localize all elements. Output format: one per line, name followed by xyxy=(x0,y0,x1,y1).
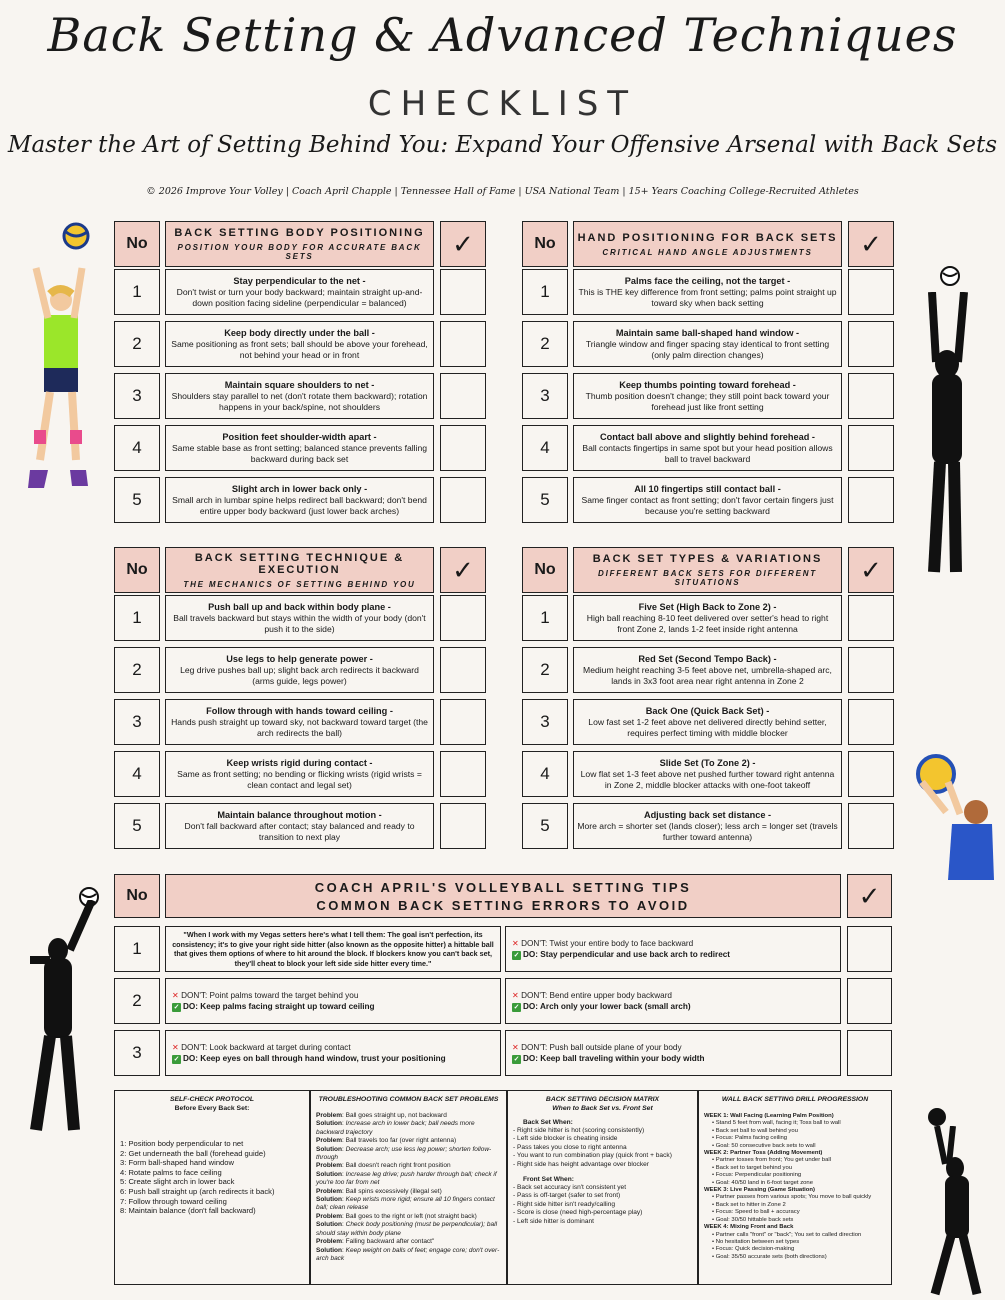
back-set-item: - Right side has height advantage over blocker xyxy=(513,1160,649,1168)
problem-line: Problem: Ball doesn't reach right front position xyxy=(316,1162,451,1170)
dont-text: DON'T: Push ball outside plane of your body xyxy=(521,1043,682,1052)
item-checkbox[interactable] xyxy=(848,321,894,367)
tip-checkbox[interactable] xyxy=(847,1030,892,1076)
tips-check-header: ✓ xyxy=(847,874,892,918)
checklist-item xyxy=(573,751,842,797)
tip-left-cell xyxy=(165,1030,501,1076)
checklist-item xyxy=(573,647,842,693)
problem-line: Problem: Ball spins excessively (illegal set) xyxy=(316,1187,442,1195)
item-number: 1 xyxy=(522,595,568,641)
section-check-header: ✓ xyxy=(440,221,486,267)
solution-label: Solution xyxy=(316,1246,342,1254)
item-title: Position feet shoulder-width apart - xyxy=(222,431,377,442)
dont-text: DON'T: Point palms toward the target behind you xyxy=(181,991,359,1000)
back-set-item: - You want to run combination play (quick front + back) xyxy=(513,1152,672,1160)
drill-item: • Partner tosses from front; You get under ball xyxy=(712,1157,831,1164)
item-number: 4 xyxy=(522,425,568,471)
item-description: Same stable base as front setting; balanced stance prevents falling backward during back set xyxy=(171,442,428,464)
item-title: Adjusting back set distance - xyxy=(643,809,772,820)
tip-number: 2 xyxy=(114,978,160,1024)
item-number: 3 xyxy=(114,373,160,419)
x-icon: ✕ xyxy=(512,939,522,948)
item-checkbox[interactable] xyxy=(440,477,486,523)
tip-number: 1 xyxy=(114,926,160,972)
section-check-header: ✓ xyxy=(848,221,894,267)
back-set-heading: Back Set When: xyxy=(523,1119,573,1126)
item-number: 4 xyxy=(114,751,160,797)
item-description: Small arch in lumbar spine helps redirect ball backward; don't bend entire upper body backward (just lower back arches) xyxy=(172,494,427,516)
item-title: Palms face the ceiling, not the target - xyxy=(624,275,791,286)
drill-item: • Focus: Perpendicular positioning xyxy=(712,1172,802,1179)
tip-right-cell xyxy=(505,926,841,972)
problem-text: Ball goes to the right or left (not straight back) xyxy=(345,1212,477,1220)
front-set-item: - Back set accuracy isn't consistent yet xyxy=(513,1184,627,1192)
item-number: 5 xyxy=(522,803,568,849)
self-check-item: 2: Get underneath the ball (forehead guide) xyxy=(120,1148,266,1158)
drill-item: • Goal: 50 consecutive back sets to wall xyxy=(712,1142,816,1149)
drill-item-text: Back set to target behind you xyxy=(715,1164,793,1171)
tip-checkbox[interactable] xyxy=(847,978,892,1024)
item-number: 3 xyxy=(114,699,160,745)
item-title: Keep thumbs pointing toward forehead - xyxy=(619,379,796,390)
coach-quote: "When I work with my Vegas setters here's what I tell them: The goal isn't perfection, its consistency; it's to give your right side hitter (also known as the opposite hitter) a hittable ball that gives them options of where to hit around the block. If blockers know you can't back set, they'll cheat to block your left side side hitter every time." xyxy=(172,930,494,968)
solution-text: Increase arch in lower back; ball needs more backward trajectory xyxy=(316,1120,475,1136)
page-title: Back Setting & Advanced Techniques xyxy=(47,8,958,62)
item-title: Push ball up and back within body plane - xyxy=(208,601,391,612)
section-title: BACK SET TYPES & VARIATIONS xyxy=(592,553,823,565)
item-checkbox[interactable] xyxy=(440,425,486,471)
item-description: Same positioning as front sets; ball should be above your forehead, not behind your head or in front xyxy=(171,338,428,360)
drill-item-text: Focus: Perpendicular positioning xyxy=(715,1172,802,1179)
dont-text: DON'T: Twist your entire body to face backward xyxy=(521,939,694,948)
item-number: 1 xyxy=(114,595,160,641)
troubleshooting-panel xyxy=(310,1090,507,1285)
solution-label: Solution xyxy=(316,1120,342,1128)
do-line xyxy=(512,1001,834,1012)
section-header xyxy=(573,547,842,593)
item-checkbox[interactable] xyxy=(848,751,894,797)
problem-line: Problem: Ball goes to the right or left (not straight back) xyxy=(316,1212,477,1220)
item-title: All 10 fingertips still contact ball - xyxy=(634,483,781,494)
section-subtitle: THE MECHANICS OF SETTING BEHIND YOU xyxy=(183,579,416,589)
section-no-header: No xyxy=(114,221,160,267)
item-description: Low flat set 1-3 feet above net pushed further toward right antenna in Zone 2, middle blocker attacks with one-foot takeoff xyxy=(580,768,835,790)
back-set-item: - Pass takes you close to right antenna xyxy=(513,1143,627,1151)
drill-item-text: Goal: 30/50 hittable back sets xyxy=(715,1216,794,1223)
drill-item: • Focus: Quick decision-making xyxy=(712,1246,795,1253)
checklist-item xyxy=(573,477,842,523)
item-description: Ball travels backward but stays within the width of your body (don't push it to the side) xyxy=(173,612,426,634)
drill-list xyxy=(704,1113,886,1261)
drill-item-text: Focus: Palms facing ceiling xyxy=(715,1135,788,1142)
do-line xyxy=(172,1001,494,1012)
checklist-item xyxy=(573,321,842,367)
drill-item: • Focus: Palms facing ceiling xyxy=(712,1135,788,1142)
drill-item: • No hesitation between set types xyxy=(712,1238,800,1245)
item-description: More arch = shorter set (lands closer); less arch = longer set (travels further toward antenna) xyxy=(577,820,838,842)
drill-item: • Goal: 40/50 land in 6-foot target zone xyxy=(712,1179,813,1186)
drill-item-text: Focus: Speed to ball + accuracy xyxy=(715,1209,800,1216)
item-description: Hands push straight up toward sky, not backward toward target (the arch redirects the ball) xyxy=(171,716,428,738)
item-title: Maintain same ball-shaped hand window - xyxy=(615,327,800,338)
volleyball-icon xyxy=(938,264,964,288)
item-description: Don't twist or turn your body backward; maintain straight up-and-down position facing sideline (perpendicular = balanced) xyxy=(176,286,423,308)
item-title: Slight arch in lower back only - xyxy=(231,483,368,494)
section-no-header: No xyxy=(522,547,568,593)
drill-title: WALL BACK SETTING DRILL PROGRESSION xyxy=(721,1096,869,1103)
section-title: BACK SETTING BODY POSITIONING xyxy=(174,227,425,239)
dont-line xyxy=(172,1042,494,1053)
item-checkbox[interactable] xyxy=(848,647,894,693)
page-subtitle: Master the Art of Setting Behind You: Expand Your Offensive Arsenal with Back Sets xyxy=(7,132,998,158)
item-title: Contact ball above and slightly behind forehead - xyxy=(600,431,815,442)
self-check-item: 8: Maintain balance (don't fall backward) xyxy=(120,1206,256,1216)
problem-label: Problem xyxy=(316,1112,343,1119)
drill-week-heading: WEEK 3: Live Passing (Game Situation) xyxy=(704,1187,815,1194)
do-text: DO: Keep eyes on ball through hand window, trust your positioning xyxy=(183,1054,446,1063)
solution-line: Solution: Increase leg drive; push harder through ball; check if you're too far from net xyxy=(316,1170,497,1187)
credits-line: © 2026 Improve Your Volley | Coach April Chapple | Tennessee Hall of Fame | USA National Team | 15+ Years Coaching College-Recruited Athletes xyxy=(146,186,859,197)
dont-line xyxy=(512,990,834,1001)
checklist-heading: CHECKLIST xyxy=(367,84,638,124)
item-number: 1 xyxy=(114,269,160,315)
section-header xyxy=(573,221,842,267)
self-check-panel xyxy=(114,1090,310,1285)
item-description: Low fast set 1-2 feet above net delivered directly behind setter, requires perfect timing with middle blocker xyxy=(588,716,827,738)
troubleshooting-title: TROUBLESHOOTING COMMON BACK SET PROBLEMS xyxy=(318,1096,499,1103)
drill-item: • Goal: 35/50 accurate sets (both directions) xyxy=(712,1253,827,1260)
back-set-list xyxy=(513,1127,692,1169)
item-title: Follow through with hands toward ceiling - xyxy=(206,705,393,716)
drill-item-text: Partner passes from various spots; You move to ball quickly xyxy=(715,1194,872,1201)
drill-item-text: Focus: Quick decision-making xyxy=(715,1246,795,1253)
item-checkbox[interactable] xyxy=(440,321,486,367)
item-checkbox[interactable] xyxy=(440,751,486,797)
x-icon: ✕ xyxy=(172,991,182,1000)
do-text: DO: Arch only your lower back (small arch) xyxy=(523,1002,691,1011)
self-check-item: 7: Follow through toward ceiling xyxy=(120,1196,227,1206)
item-checkbox[interactable] xyxy=(848,269,894,315)
item-title: Stay perpendicular to the net - xyxy=(233,275,366,286)
dont-line xyxy=(172,990,494,1001)
section-title: HAND POSITIONING FOR BACK SETS xyxy=(577,231,838,244)
section-no-header: No xyxy=(522,221,568,267)
tip-left-cell xyxy=(165,926,501,972)
item-checkbox[interactable] xyxy=(440,803,486,849)
self-check-subtitle: Before Every Back Set: xyxy=(174,1105,250,1112)
x-icon: ✕ xyxy=(512,1043,522,1052)
dont-text: DON'T: Look backward at target during contact xyxy=(181,1043,351,1052)
do-line xyxy=(512,1053,834,1064)
solution-line: Solution: Check body positioning (must be perpendicular); ball should stay within body plane xyxy=(316,1221,498,1237)
solution-label: Solution xyxy=(316,1221,342,1229)
x-icon: ✕ xyxy=(512,991,522,1000)
checklist-item xyxy=(165,595,434,641)
checklist-item xyxy=(165,803,434,849)
drill-item-text: Partner tosses from front; You get under ball xyxy=(715,1157,831,1164)
tips-header xyxy=(165,874,841,918)
problem-label: Problem xyxy=(316,1137,343,1145)
section-subtitle: DIFFERENT BACK SETS FOR DIFFERENT SITUATIONS xyxy=(598,569,817,587)
item-number: 2 xyxy=(114,321,160,367)
checklist-item xyxy=(165,425,434,471)
item-description: Triangle window and finger spacing stay identical to front setting (only palm direction changes) xyxy=(585,338,830,360)
tip-right-cell xyxy=(505,978,841,1024)
front-set-item: - Right side hitter isn't ready/calling xyxy=(513,1200,616,1208)
item-description: High ball reaching 8-10 feet delivered over setter's head to right front Zone 2, lands 1-2 feet inside right antenna xyxy=(586,612,829,634)
item-description: Don't fall backward after contact; stay balanced and ready to transition to next play xyxy=(184,820,415,842)
check-icon: ✓ xyxy=(173,1004,180,1011)
self-check-item: 5: Create slight arch in lower back xyxy=(120,1177,235,1187)
item-number: 2 xyxy=(522,321,568,367)
item-number: 4 xyxy=(522,751,568,797)
item-number: 2 xyxy=(522,647,568,693)
item-checkbox[interactable] xyxy=(440,269,486,315)
tips-title: COACH APRIL'S VOLLEYBALL SETTING TIPS xyxy=(314,879,692,895)
checklist-item xyxy=(165,647,434,693)
section-header xyxy=(165,221,434,267)
decision-title: BACK SETTING DECISION MATRIX xyxy=(545,1096,660,1103)
item-number: 4 xyxy=(114,425,160,471)
problem-label: Problem xyxy=(316,1212,343,1220)
solution-line: Solution: Keep weight on balls of feet; engage core; don't over-arch back xyxy=(316,1246,500,1262)
problem-text: Ball doesn't reach right front position xyxy=(345,1162,451,1170)
do-text: DO: Keep ball traveling within your body width xyxy=(523,1054,705,1063)
checklist-item xyxy=(573,803,842,849)
checklist-item xyxy=(165,373,434,419)
check-icon: ✓ xyxy=(513,1056,520,1063)
front-set-list xyxy=(513,1184,692,1226)
drill-item-text: Back set ball to wall behind you xyxy=(715,1127,798,1134)
volleyball-icon xyxy=(926,1106,948,1128)
x-icon: ✕ xyxy=(172,1043,182,1052)
drill-item: • Goal: 30/50 hittable back sets xyxy=(712,1216,794,1223)
problem-line: Problem: Ball goes straight up, not backward xyxy=(316,1112,447,1119)
item-description: Same as front setting; no bending or flicking wrists (rigid wrists = clean contact and legal set) xyxy=(177,768,422,790)
problem-text: Ball goes straight up, not backward xyxy=(345,1112,447,1119)
drill-week-heading: WEEK 1: Wall Facing (Learning Palm Position) xyxy=(704,1113,834,1119)
problem-label: Problem xyxy=(316,1162,343,1170)
drill-item: • Partner passes from various spots; You move to ball quickly xyxy=(712,1194,872,1201)
item-checkbox[interactable] xyxy=(440,373,486,419)
item-description: Ball contacts fingertips in same spot but your head position allows ball to travel backward xyxy=(582,442,833,464)
checklist-item xyxy=(165,321,434,367)
item-title: Back One (Quick Back Set) - xyxy=(645,705,770,716)
do-line xyxy=(172,1053,494,1064)
front-set-item: - Pass is off-target (safer to set front) xyxy=(513,1192,621,1200)
solution-text: Keep weight on balls of feet; engage core; don't over-arch back xyxy=(316,1246,500,1262)
troubleshooting-list xyxy=(316,1112,501,1263)
dont-text: DON'T: Bend entire upper body backward xyxy=(521,991,672,1000)
item-checkbox[interactable] xyxy=(848,595,894,641)
solution-label: Solution xyxy=(316,1196,342,1204)
player-illustration-left xyxy=(14,260,104,500)
drill-panel xyxy=(698,1090,892,1285)
drill-item: • Focus: Speed to ball + accuracy xyxy=(712,1209,800,1216)
item-description: Same finger contact as front setting; don't favor certain fingers just because you're setting backward xyxy=(581,494,834,516)
solution-text: Decrease arch; use less leg power; shorten follow-through xyxy=(316,1145,492,1162)
item-title: Slide Set (To Zone 2) - xyxy=(659,757,756,768)
item-description: This is THE key difference from front setting; palms point straight up toward sky when back setting xyxy=(578,286,837,308)
tip-left-cell xyxy=(165,978,501,1024)
drill-item-text: Goal: 50 consecutive back sets to wall xyxy=(715,1142,816,1149)
checklist-item xyxy=(165,699,434,745)
check-icon: ✓ xyxy=(173,1056,180,1063)
solution-label: Solution xyxy=(316,1145,342,1153)
front-set-heading: Front Set When: xyxy=(523,1176,574,1184)
self-check-title: SELF-CHECK PROTOCOL xyxy=(169,1096,255,1103)
solution-line: Solution: Increase arch in lower back; ball needs more backward trajectory xyxy=(316,1120,475,1136)
drill-item: • Partner calls "front" or "back"; You set to called direction xyxy=(712,1231,862,1238)
drill-item: • Stand 5 feet from wall, facing it; Toss ball to wall xyxy=(712,1120,841,1127)
section-subtitle: CRITICAL HAND ANGLE ADJUSTMENTS xyxy=(602,247,813,257)
drill-item-text: No hesitation between set types xyxy=(715,1238,800,1245)
drill-item-text: Goal: 35/50 accurate sets (both directions) xyxy=(715,1253,827,1260)
self-check-item: 4: Rotate palms to face ceiling xyxy=(120,1167,222,1177)
checklist-item xyxy=(573,595,842,641)
drill-item-text: Back set to hitter in Zone 2 xyxy=(715,1201,786,1208)
item-checkbox[interactable] xyxy=(848,803,894,849)
solution-text: Keep wrists more rigid; ensure all 10 fingers contact ball; clean release xyxy=(316,1196,495,1212)
tips-subtitle: COMMON BACK SETTING ERRORS TO AVOID xyxy=(316,897,690,913)
solution-line: Solution: Decrease arch; use less leg power; shorten follow-through xyxy=(316,1145,492,1162)
checklist-item xyxy=(573,269,842,315)
item-checkbox[interactable] xyxy=(848,699,894,745)
item-checkbox[interactable] xyxy=(848,373,894,419)
problem-label: Problem xyxy=(316,1238,343,1246)
tips-no-header: No xyxy=(114,874,160,918)
drill-week-heading: WEEK 4: Mixing Front and Back xyxy=(704,1224,794,1231)
item-description: Thumb position doesn't change; they still point back toward your forehead just like front setting xyxy=(585,390,830,412)
problem-label: Problem xyxy=(316,1187,343,1195)
item-description: Shoulders stay parallel to net (don't rotate them backward); rotation happens in your back/spine, not shoulders xyxy=(171,390,428,412)
section-subtitle: POSITION YOUR BODY FOR ACCURATE BACK SETS xyxy=(177,243,422,261)
self-check-item: 1: Position body perpendicular to net xyxy=(120,1139,244,1148)
tip-right-cell xyxy=(505,1030,841,1076)
solution-text: Check body positioning (must be perpendicular); ball should stay within body plane xyxy=(316,1221,498,1237)
item-description: Medium height reaching 3-5 feet above net, umbrella-shaped arc, lands in 3x3 foot area near right antenna in Zone 2 xyxy=(583,664,832,686)
item-title: Maintain square shoulders to net - xyxy=(224,379,375,390)
item-title: Maintain balance throughout motion - xyxy=(217,809,382,820)
item-number: 1 xyxy=(522,269,568,315)
item-checkbox[interactable] xyxy=(440,647,486,693)
problem-line: Problem: Ball travels too far (over right antenna) xyxy=(316,1137,457,1145)
item-number: 5 xyxy=(114,477,160,523)
item-checkbox[interactable] xyxy=(848,477,894,523)
item-title: Keep wrists rigid during contact - xyxy=(226,757,373,768)
check-icon: ✓ xyxy=(513,952,520,959)
decision-panel xyxy=(507,1090,698,1285)
tip-number: 3 xyxy=(114,1030,160,1076)
item-description: Leg drive pushes ball up; slight back arch redirects it backward (arms guide, legs power) xyxy=(180,664,419,686)
section-title: BACK SETTING TECHNIQUE & EXECUTION xyxy=(194,551,405,576)
check-icon: ✓ xyxy=(513,1004,520,1011)
problem-text: Falling backward after contact" xyxy=(345,1238,435,1246)
problem-text: Ball spins excessively (illegal set) xyxy=(345,1187,442,1195)
solution-line: Solution: Keep wrists more rigid; ensure all 10 fingers contact ball; clean release xyxy=(316,1196,495,1212)
section-no-header: No xyxy=(114,547,160,593)
volleyball-icon xyxy=(60,222,94,252)
item-number: 3 xyxy=(522,373,568,419)
do-text: DO: Stay perpendicular and use back arch to redirect xyxy=(523,950,731,959)
dont-line xyxy=(512,1042,834,1053)
item-title: Use legs to help generate power - xyxy=(226,653,373,664)
tip-checkbox[interactable] xyxy=(847,926,892,972)
item-number: 5 xyxy=(114,803,160,849)
item-checkbox[interactable] xyxy=(440,699,486,745)
drill-week-heading: WEEK 2: Partner Toss (Adding Movement) xyxy=(704,1150,823,1157)
back-set-item: - Right side hitter is hot (scoring consistently) xyxy=(513,1127,645,1134)
checklist-item xyxy=(165,751,434,797)
do-text: DO: Keep palms facing straight up toward ceiling xyxy=(183,1002,375,1011)
checklist-item xyxy=(165,477,434,523)
silhouette-setter-right xyxy=(912,292,982,592)
player-illustration-right xyxy=(908,752,1000,882)
item-checkbox[interactable] xyxy=(440,595,486,641)
silhouette-player-left xyxy=(10,900,115,1140)
drill-item: • Back set to hitter in Zone 2 xyxy=(712,1201,786,1208)
item-checkbox[interactable] xyxy=(848,425,894,471)
problem-text: Ball travels too far (over right antenna) xyxy=(345,1137,457,1145)
self-check-item: 6: Push ball straight up (arch redirects it back) xyxy=(120,1186,275,1196)
checklist-item xyxy=(573,373,842,419)
checklist-item xyxy=(573,699,842,745)
item-number: 5 xyxy=(522,477,568,523)
item-title: Red Set (Second Tempo Back) - xyxy=(638,653,777,664)
item-number: 2 xyxy=(114,647,160,693)
dont-line xyxy=(512,938,834,949)
silhouette-setter-bottom-right xyxy=(915,1126,995,1296)
decision-subtitle: When to Back Set vs. Front Set xyxy=(552,1105,653,1112)
solution-text: Increase leg drive; push harder through ball; check if you're too far from net xyxy=(316,1170,497,1187)
drill-item-text: Goal: 40/50 land in 6-foot target zone xyxy=(715,1179,813,1186)
do-line xyxy=(512,949,834,960)
checklist-item xyxy=(165,269,434,315)
self-check-list xyxy=(120,1139,304,1216)
drill-item: • Back set ball to wall behind you xyxy=(712,1127,798,1134)
problem-line: Problem: Falling backward after contact" xyxy=(316,1238,435,1246)
item-number: 3 xyxy=(522,699,568,745)
item-title: Five Set (High Back to Zone 2) - xyxy=(638,601,777,612)
section-check-header: ✓ xyxy=(440,547,486,593)
section-check-header: ✓ xyxy=(848,547,894,593)
drill-item-text: Stand 5 feet from wall, facing it; Toss ball to wall xyxy=(715,1120,841,1127)
back-set-item: - Left side blocker is cheating inside xyxy=(513,1135,618,1143)
self-check-item: 3: Form ball-shaped hand window xyxy=(120,1158,234,1168)
checklist-item xyxy=(573,425,842,471)
item-title: Keep body directly under the ball - xyxy=(224,327,375,338)
front-set-item: - Left side hitter is dominant xyxy=(513,1217,594,1225)
solution-label: Solution xyxy=(316,1170,342,1178)
drill-item: • Back set to target behind you xyxy=(712,1164,793,1171)
drill-item-text: Partner calls "front" or "back"; You set to called direction xyxy=(715,1231,862,1238)
front-set-item: - Score is close (need high-percentage play) xyxy=(513,1209,643,1217)
section-header xyxy=(165,547,434,593)
